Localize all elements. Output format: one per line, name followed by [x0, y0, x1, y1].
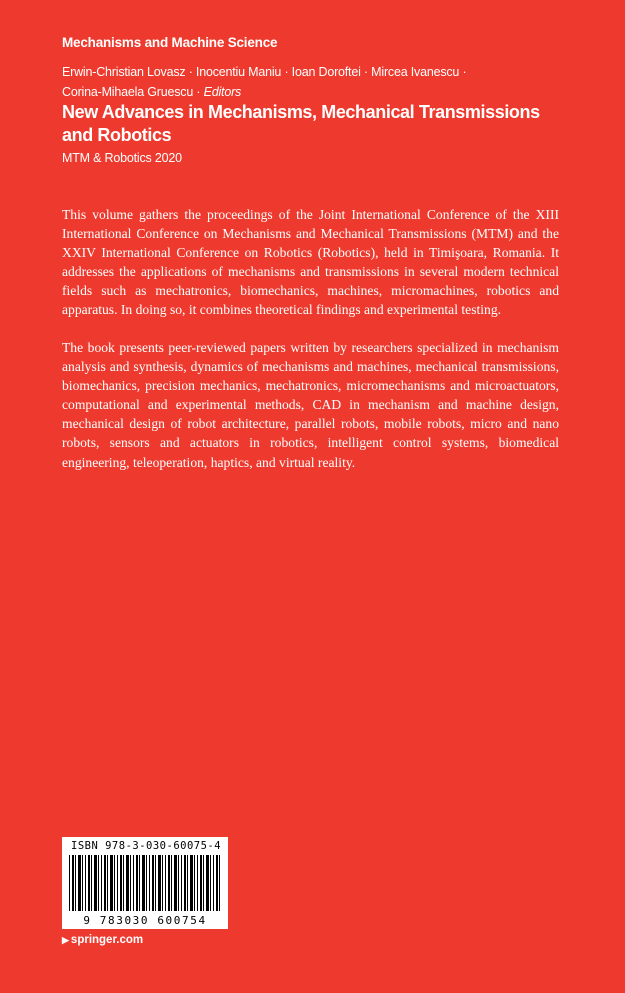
- book-title: New Advances in Mechanisms, Mechanical Transmissions and Robotics: [62, 102, 540, 145]
- triangle-right-icon: ▶: [62, 935, 69, 945]
- series-name: Mechanisms and Machine Science: [62, 35, 278, 50]
- isbn-label: ISBN 978-3-030-60075-4: [71, 840, 222, 852]
- publisher-url: springer.com: [70, 934, 144, 946]
- description-paragraph-2: The book presents peer-reviewed papers written by researchers specialized in mechanism analysis and synthesis, dynamics of mechanisms and machines, mechanical transmissions, biomechanics, precision mechanics, mechatronics, micromechanisms and microactuators, computational and experimental methods, CAD in mechanism and machine design, mechanical design of robot architecture, parallel robots, mobile robots, micro and nano robots, sensors and actuators in robotics, intelligent control systems, biomedical engineering, teleoperation, haptics, and virtual reality.: [62, 340, 559, 470]
- description-paragraph-1: This volume gathers the proceedings of the Joint International Conference of the XIII International Conference on Mechanisms and Mechanical Transmissions (MTM) and the XXIV International Conference on Robotics (Robotics), held in Timişoara, Romania. It addresses the applications of mechanisms and transmissions in several modern technical fields such as mechatronics, biomechanics, machines, micromachines, robotics and apparatus. In doing so, it combines theoretical findings and experimental testing.: [62, 207, 559, 318]
- editor-names-line2: Corina-Mihaela Gruescu · Editors: [62, 85, 242, 99]
- isbn-barcode: [62, 837, 228, 929]
- barcode-bars: [69, 855, 221, 911]
- editors-role: Editors: [203, 85, 242, 99]
- editor-names-line1: Erwin-Christian Lovasz · Inocentiu Maniu · Ioan Doroftei · Mircea Ivanescu ·: [62, 65, 467, 79]
- editor-names-line2-text: Corina-Mihaela Gruescu: [62, 85, 194, 99]
- editors-block: [62, 62, 502, 102]
- book-subtitle: MTM & Robotics 2020: [62, 151, 182, 165]
- barcode-digits: 9 783030 600754: [66, 914, 224, 927]
- publisher-link[interactable]: [62, 934, 143, 946]
